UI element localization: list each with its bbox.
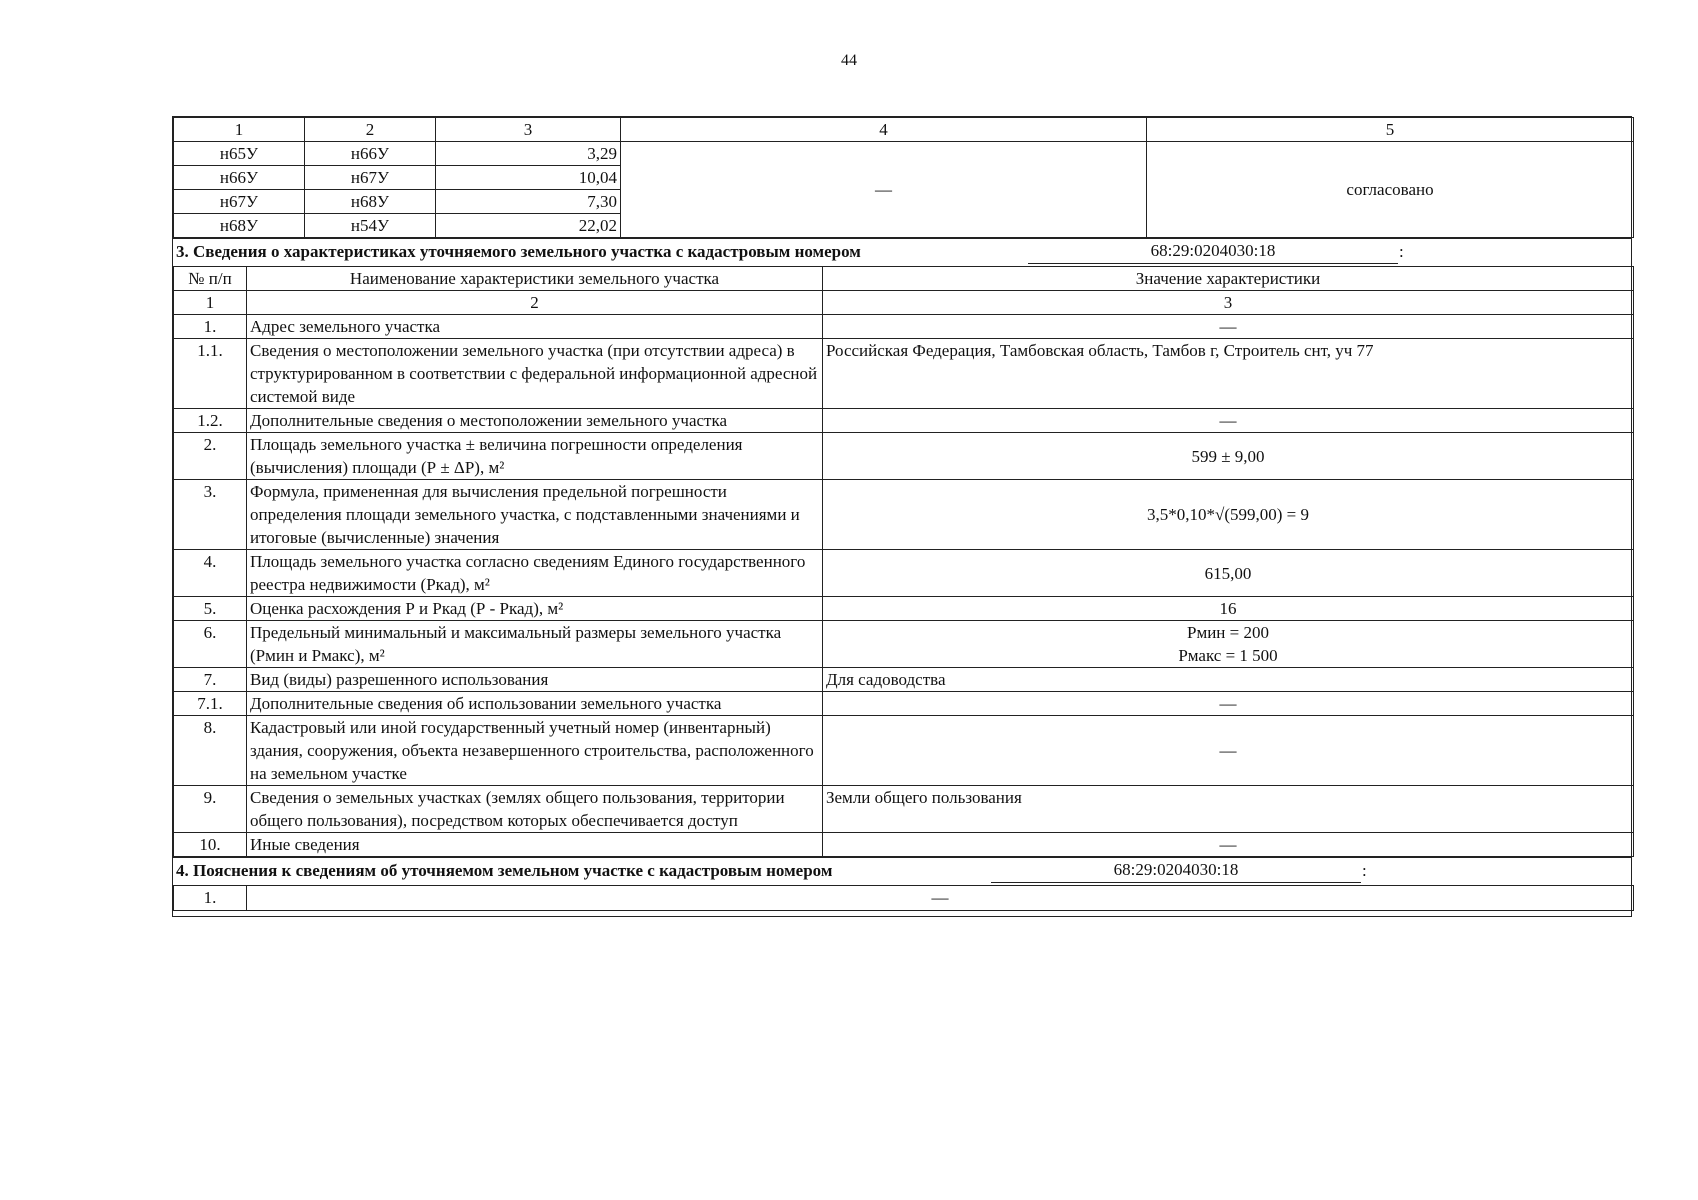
row-num: 4. — [174, 550, 247, 597]
table-row — [174, 886, 1634, 911]
row-name: Площадь земельного участка согласно сведениям Единого государственного реестра недвижимости (Ркад), м² — [247, 550, 823, 597]
row-name: Оценка расхождения Р и Ркад (Р - Ркад), м² — [247, 597, 823, 621]
row-name: Дополнительные сведения о местоположении земельного участка — [247, 409, 823, 433]
table-row — [174, 692, 1634, 716]
row-value: 599 ± 9,00 — [823, 433, 1634, 480]
row-value: — — [247, 886, 1634, 911]
row-name: Площадь земельного участка ± величина погрешности определения (вычисления) площади (Р ± ΔР), м² — [247, 433, 823, 480]
approval-status: согласовано — [1147, 142, 1634, 238]
row-num: 1. — [174, 315, 247, 339]
row-value: — — [823, 833, 1634, 857]
index-cell: 1 — [174, 291, 247, 315]
row-num: 9. — [174, 786, 247, 833]
row-value-pair — [823, 621, 1634, 668]
row-name: Кадастровый или иной государственный учетный номер (инвентарный) здания, сооружения, объекта незавершенного строительства, расположенного на земельном участке — [247, 716, 823, 786]
segment-length: 7,30 — [436, 190, 621, 214]
row-name: Сведения о местоположении земельного участка (при отсутствии адреса) в структурированном в соответствии с федеральной информационной адресной системой виде — [247, 339, 823, 409]
row-num: 6. — [174, 621, 247, 668]
header-cell: 4 — [621, 118, 1147, 142]
point-from: н66У — [174, 166, 305, 190]
table-header-row — [174, 118, 1634, 142]
header-value: Значение характеристики — [823, 267, 1634, 291]
point-from: н65У — [174, 142, 305, 166]
row-num: 1. — [174, 886, 247, 911]
table-row — [174, 339, 1634, 409]
table-row — [174, 786, 1634, 833]
table-row — [174, 409, 1634, 433]
header-cell: 1 — [174, 118, 305, 142]
section-4-heading — [173, 857, 1631, 885]
page-number: 44 — [841, 52, 857, 69]
section-3-title: 3. Сведения о характеристиках уточняемого земельного участка с кадастровым номером — [176, 242, 861, 261]
row-value: Земли общего пользования — [823, 786, 1634, 833]
row-value: 615,00 — [823, 550, 1634, 597]
row-value: — — [823, 692, 1634, 716]
table-row — [174, 597, 1634, 621]
table-row — [174, 315, 1634, 339]
row-name: Иные сведения — [247, 833, 823, 857]
row-name: Дополнительные сведения об использовании земельного участка — [247, 692, 823, 716]
row-num: 7. — [174, 668, 247, 692]
row-name: Адрес земельного участка — [247, 315, 823, 339]
row-num: 5. — [174, 597, 247, 621]
row-num: 7.1. — [174, 692, 247, 716]
col4-value: — — [621, 142, 1147, 238]
point-to: н66У — [305, 142, 436, 166]
row-num: 1.2. — [174, 409, 247, 433]
row-value: — — [823, 315, 1634, 339]
row-value: Российская Федерация, Тамбовская область, Тамбов г, Строитель снт, уч 77 — [823, 339, 1634, 409]
table-row — [174, 480, 1634, 550]
header-cell: 5 — [1147, 118, 1634, 142]
row-name: Вид (виды) разрешенного использования — [247, 668, 823, 692]
table-row — [174, 433, 1634, 480]
table-row — [174, 621, 1634, 668]
section-4-colon: : — [1362, 861, 1367, 880]
row-num: 3. — [174, 480, 247, 550]
table-header-row — [174, 267, 1634, 291]
section-3-cadastral-number: 68:29:0204030:18 — [1028, 239, 1398, 264]
section-4-cadastral-number: 68:29:0204030:18 — [991, 858, 1361, 883]
min-size-value: Рмин = 200 — [1187, 623, 1269, 642]
section-3-colon: : — [1399, 242, 1404, 261]
table-row — [174, 550, 1634, 597]
explanations-table — [173, 885, 1634, 916]
segment-length: 10,04 — [436, 166, 621, 190]
point-to: н54У — [305, 214, 436, 238]
segment-length: 3,29 — [436, 142, 621, 166]
row-num: 8. — [174, 716, 247, 786]
table-row — [174, 833, 1634, 857]
spacer-cell — [174, 911, 1634, 917]
row-num: 1.1. — [174, 339, 247, 409]
index-cell: 2 — [247, 291, 823, 315]
row-num: 10. — [174, 833, 247, 857]
index-cell: 3 — [823, 291, 1634, 315]
characteristics-table — [173, 266, 1634, 857]
section-4-title: 4. Пояснения к сведениям об уточняемом земельном участке с кадастровым номером — [176, 861, 833, 880]
header-num: № п/п — [174, 267, 247, 291]
row-value: 16 — [823, 597, 1634, 621]
table-row-spacer — [174, 911, 1634, 917]
table-row — [174, 668, 1634, 692]
row-value: 3,5*0,10*√(599,00) = 9 — [823, 480, 1634, 550]
point-from: н68У — [174, 214, 305, 238]
boundary-parts-table — [173, 117, 1634, 238]
point-from: н67У — [174, 190, 305, 214]
row-value: — — [823, 716, 1634, 786]
max-size-value: Рмакс = 1 500 — [1178, 646, 1278, 665]
table-row — [174, 142, 1634, 166]
row-name: Формула, примененная для вычисления предельной погрешности определения площади земельного участка, с подставленными значениями и итоговые (вычисленные) значения — [247, 480, 823, 550]
section-3-heading — [173, 238, 1631, 266]
point-to: н68У — [305, 190, 436, 214]
header-cell: 3 — [436, 118, 621, 142]
header-name: Наименование характеристики земельного участка — [247, 267, 823, 291]
row-value: Для садоводства — [823, 668, 1634, 692]
header-cell: 2 — [305, 118, 436, 142]
cadastral-document — [172, 116, 1632, 917]
row-num: 2. — [174, 433, 247, 480]
point-to: н67У — [305, 166, 436, 190]
table-index-row — [174, 291, 1634, 315]
row-name: Сведения о земельных участках (землях общего пользования, территории общего пользования), посредством которых обеспечивается доступ — [247, 786, 823, 833]
table-row — [174, 716, 1634, 786]
row-value: — — [823, 409, 1634, 433]
segment-length: 22,02 — [436, 214, 621, 238]
row-name: Предельный минимальный и максимальный размеры земельного участка (Рмин и Рмакс), м² — [247, 621, 823, 668]
